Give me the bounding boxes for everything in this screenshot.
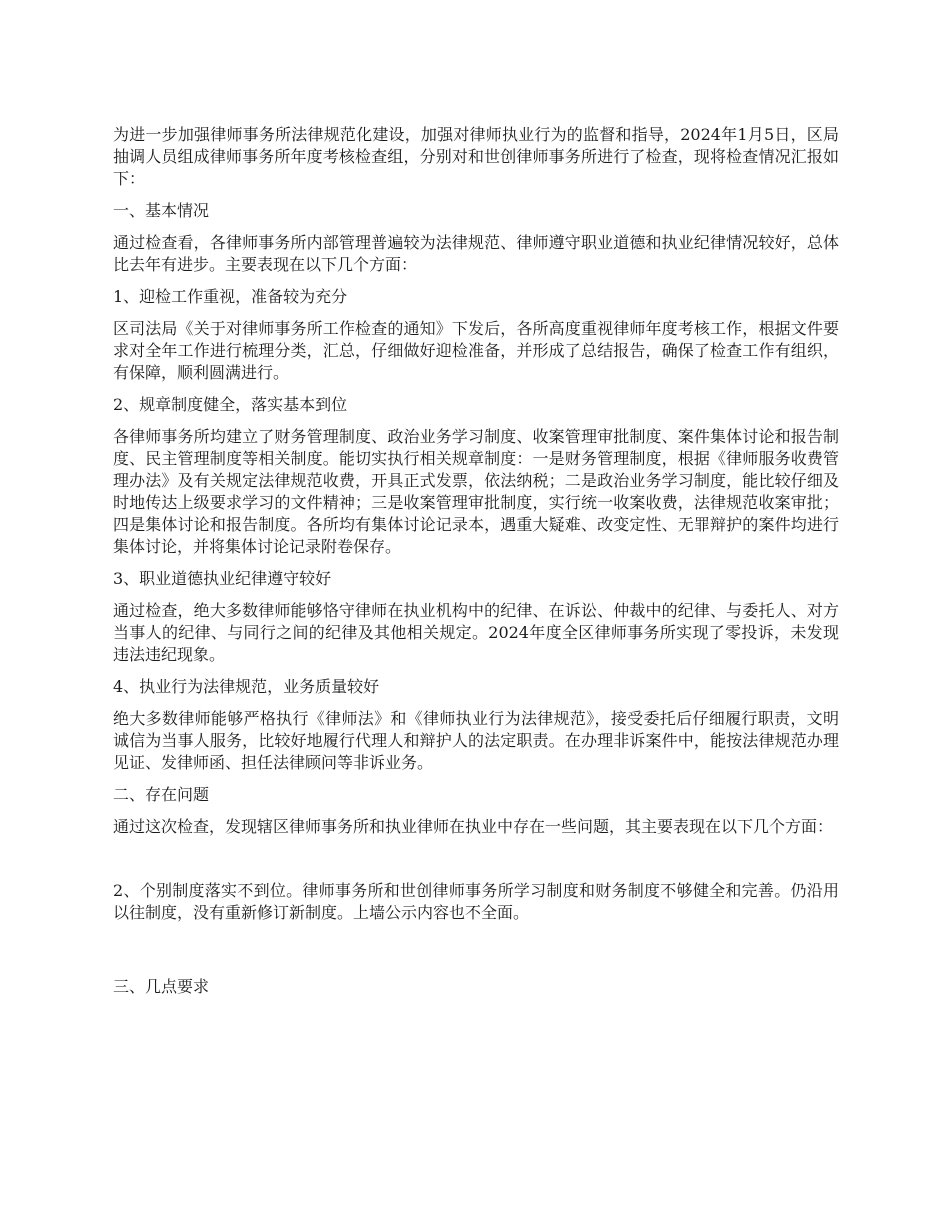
inspection-preparation-paragraph: 区司法局《关于对律师事务所工作检查的通知》下发后，各所高度重视律师年度考核工作，根据文件要求对全年工作进行梳理分类，汇总，仔细做好迎检准备，并形成了总结报告，确保了检查工作有组织，有保障，顺利圆满进行。 xyxy=(113,319,839,382)
subheading-professional-ethics: 3、职业道德执业纪律遵守较好 xyxy=(113,569,332,588)
section-heading-requirements: 三、几点要求 xyxy=(113,977,210,996)
basic-situation-paragraph: 通过检查看，各律师事务所内部管理普遍较为法律规范、律师遵守职业道德和执业纪律情况较好，总体比去年有进步。主要表现在以下几个方面： xyxy=(113,233,839,274)
subheading-inspection-preparation: 1、迎检工作重视，准备较为充分 xyxy=(113,287,348,306)
subheading-rules-system: 2、规章制度健全，落实基本到位 xyxy=(113,395,348,414)
practice-conduct-paragraph: 绝大多数律师能够严格执行《律师法》和《律师执业行为法律规范》，接受委托后仔细履行职责，文明诚信为当事人服务，比较好地履行代理人和辩护人的法定职责。在办理非诉案件中，能按法律规范办理见证、发律师函、担任法律顾问等非诉业务。 xyxy=(113,709,839,772)
professional-ethics-paragraph: 通过检查，绝大多数律师能够恪守律师在执业机构中的纪律、在诉讼、仲裁中的纪律、与委托人、对方当事人的纪律、与同行之间的纪律及其他相关规定。2024年度全区律师事务所实现了零投诉，未发现违法违纪现象。 xyxy=(113,601,839,664)
problem-item-2-paragraph: 2、个别制度落实不到位。律师事务所和世创律师事务所学习制度和财务制度不够健全和完善。仍沿用以往制度，没有重新修订新制度。上墙公示内容也不全面。 xyxy=(113,881,839,922)
existing-problems-paragraph: 通过这次检查，发现辖区律师事务所和执业律师在执业中存在一些问题，其主要表现在以下几个方面： xyxy=(113,817,834,836)
rules-system-paragraph: 各律师事务所均建立了财务管理制度、政治业务学习制度、收案管理审批制度、案件集体讨论和报告制度、民主管理制度等相关制度。能切实执行相关规章制度：一是财务管理制度，根据《律师服务收费管理办法》及有关规定法律规范收费，开具正式发票，依法纳税；二是政治业务学习制度，能比较仔细及时地传达上级要求学习的文件精神；三是收案管理审批制度，实行统一收案收费，法律规范收案审批；四是集体讨论和报告制度。各所均有集体讨论记录本，遇重大疑难、改变定性、无罪辩护的案件均进行集体讨论，并将集体讨论记录附卷保存。 xyxy=(113,427,839,556)
subheading-practice-conduct: 4、执业行为法律规范，业务质量较好 xyxy=(113,677,380,696)
section-heading-existing-problems: 二、存在问题 xyxy=(113,785,210,804)
section-heading-basic-situation: 一、基本情况 xyxy=(113,201,210,220)
intro-paragraph: 为进一步加强律师事务所法律规范化建设，加强对律师执业行为的监督和指导，2024年1月5日，区局抽调人员组成律师事务所年度考核检查组，分别对和世创律师事务所进行了检查，现将检查情况汇报如下： xyxy=(113,125,839,188)
document-body xyxy=(113,124,839,998)
